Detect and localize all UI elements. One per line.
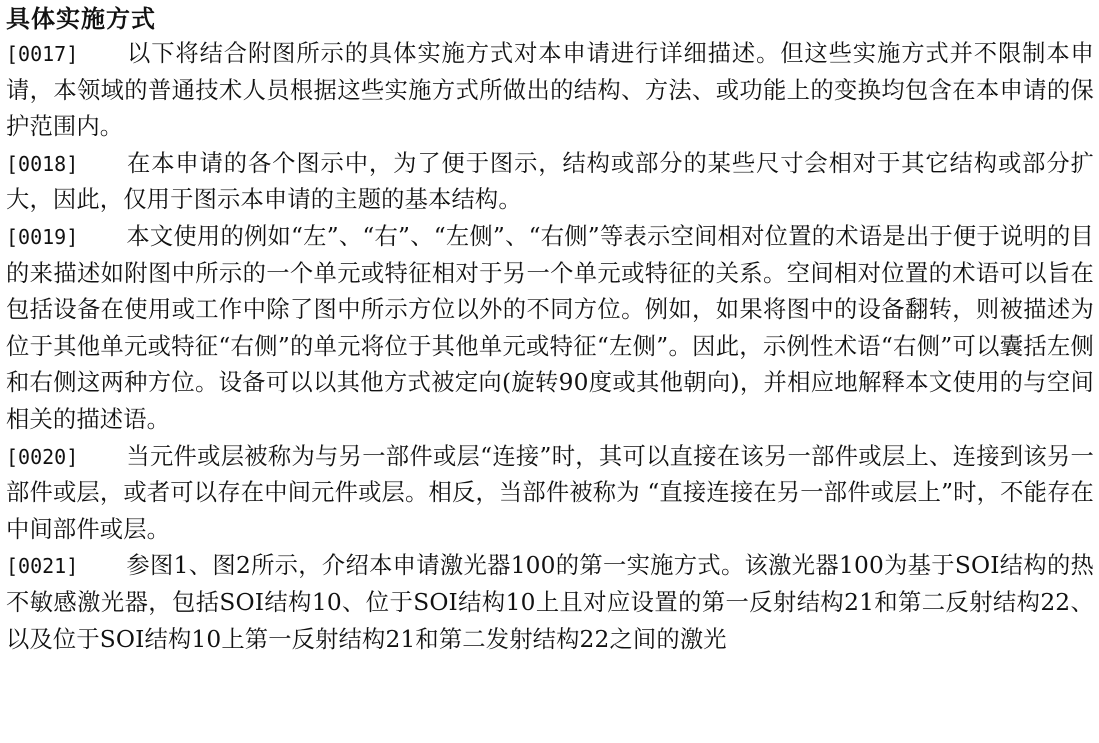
paragraph-text: 以下将结合附图所示的具体实施方式对本申请进行详细描述。但这些实施方式并不限制本申请，本领域的普通技术人员根据这些实施方式所做出的结构、方法、或功能上的变换均包含在本申请的保护范围内。 [6, 40, 1094, 141]
paragraph-text: 在本申请的各个图示中，为了便于图示，结构或部分的某些尺寸会相对于其它结构或部分扩大，因此，仅用于图示本申请的主题的基本结构。 [6, 149, 1094, 214]
paragraph-number: [0020] [6, 444, 79, 469]
paragraph-0017 [6, 36, 1094, 146]
paragraph-0019 [6, 219, 1094, 439]
section-heading: 具体实施方式 [6, 5, 156, 33]
paragraph-text: 本文使用的例如“左”、“右”、“左侧”、“右侧”等表示空间相对位置的术语是出于便于说明的目的来描述如附图中所示的一个单元或特征相对于另一个单元或特征的关系。空间相对位置的术语可以旨在包括设备在使用或工作中除了图中所示方位以外的不同方位。例如，如果将图中的设备翻转，则被描述为位于其他单元或特征“右侧”的单元将位于其他单元或特征“左侧”。因此，示例性术语“右侧”可以囊括左侧和右侧这两种方位。设备可以以其他方式被定向(旋转90度或其他朝向)，并相应地解释本文使用的与空间相关的描述语。 [6, 222, 1094, 433]
paragraph-text: 参图1、图2所示，介绍本申请激光器100的第一实施方式。该激光器100为基于SOI结构的热不敏感激光器，包括SOI结构10、位于SOI结构10上且对应设置的第一反射结构21和第二反射结构22、以及位于SOI结构10上第一反射结构21和第二发射结构22之间的激光 [6, 552, 1094, 653]
paragraph-0018 [6, 146, 1094, 219]
paragraph-number: [0019] [6, 224, 79, 249]
paragraph-0021 [6, 548, 1094, 658]
paragraph-text: 当元件或层被称为与另一部件或层“连接”时，其可以直接在该另一部件或层上、连接到该另一部件或层，或者可以存在中间元件或层。相反，当部件被称为 “直接连接在另一部件或层上”时，不能存在中间部件或层。 [6, 442, 1094, 543]
paragraph-number: [0017] [6, 42, 79, 66]
paragraph-number: [0018] [6, 151, 79, 176]
paragraph-number: [0021] [6, 554, 79, 579]
document-page [6, 2, 1094, 658]
paragraph-0020 [6, 439, 1094, 549]
